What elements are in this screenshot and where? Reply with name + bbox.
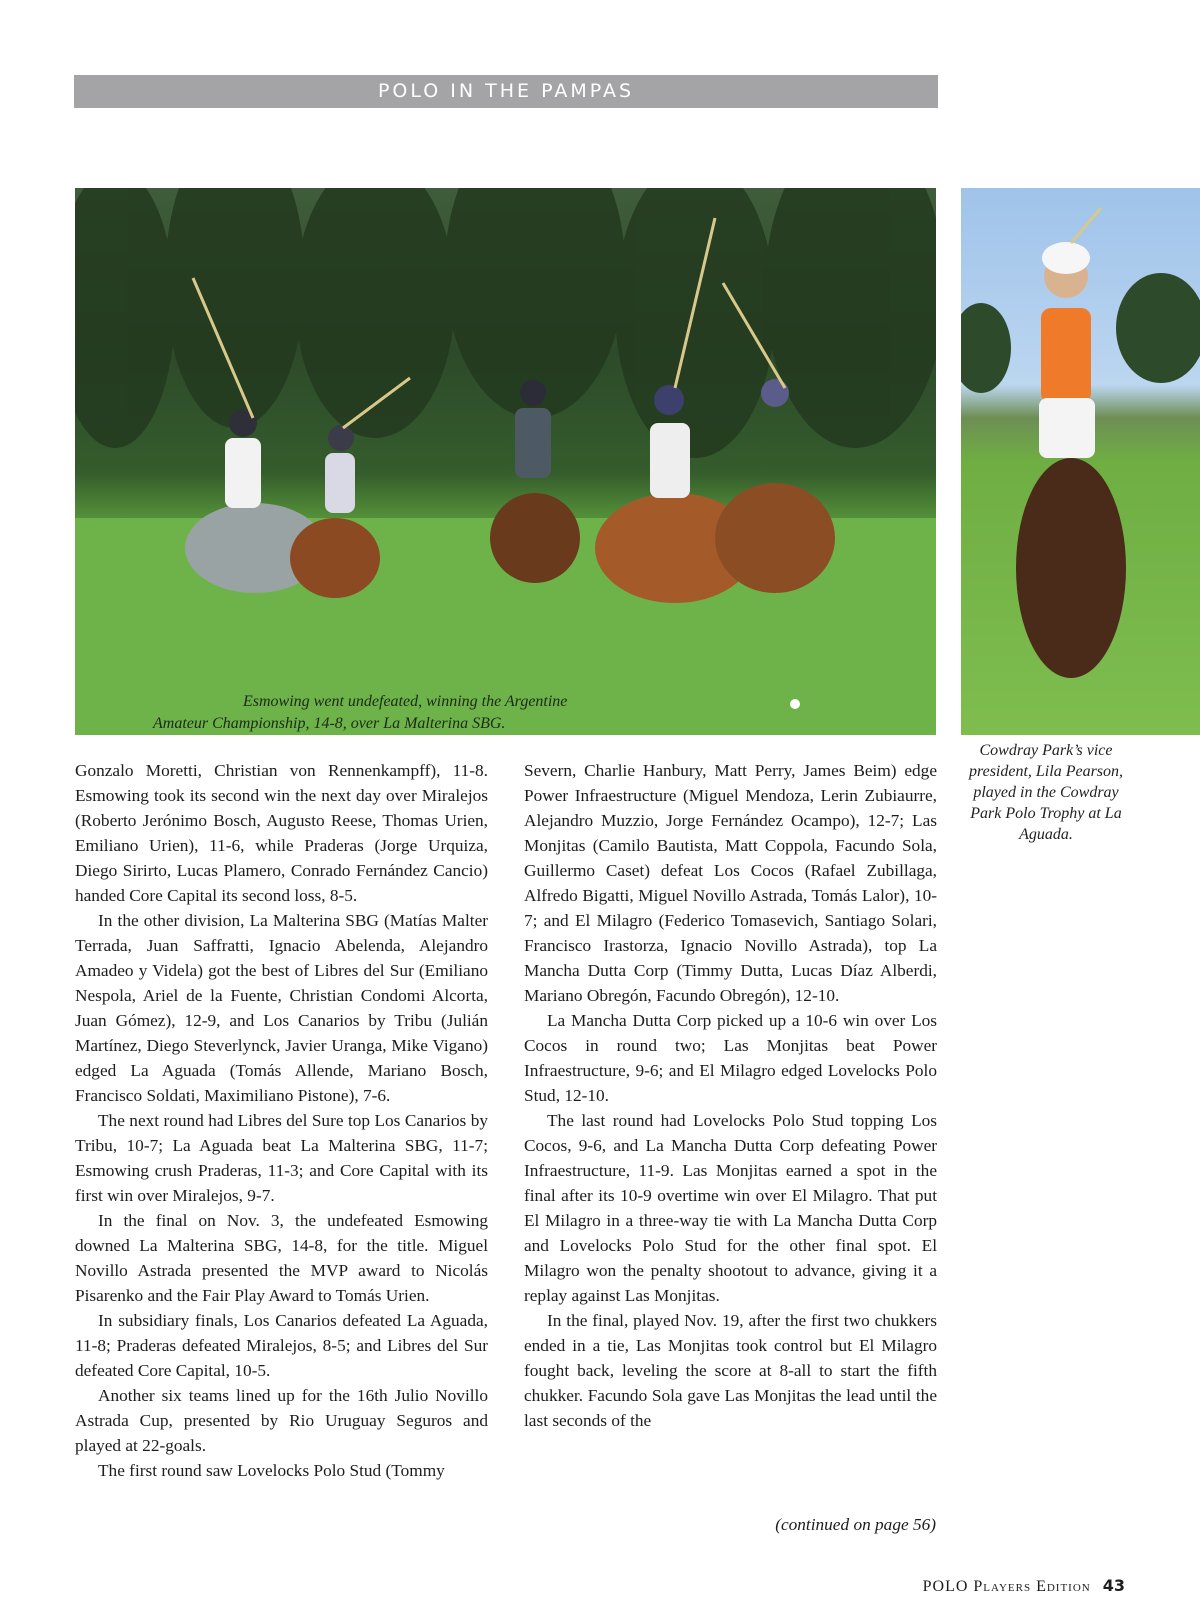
article-paragraph: La Mancha Dutta Corp picked up a 10-6 win over Los Cocos in round two; Las Monjitas beat Power Infraestructure, 9-6; and El Milagro edged Lovelocks Polo Stud, 12-10. [524,1011,937,1105]
continued-note: (continued on page 56) [775,1515,936,1534]
polo-match-illustration [75,188,936,735]
page-number: 43 [1102,1576,1125,1595]
article-paragraph: The first round saw Lovelocks Polo Stud (Tommy [98,1461,445,1480]
article-paragraph: In the final, played Nov. 19, after the first two chukkers ended in a tie, Las Monjitas took control but El Milagro fought back, leveling the score at 8-all to start the fifth chukker. Facundo Sola gave Las Monjitas the lead until the last seconds of the [524,1311,937,1430]
article-paragraph: In subsidiary finals, Los Canarios defeated La Aguada, 11-8; Praderas defeated Miralejos, 8-5; and Libres del Sur defeated Core Capital, 10-5. [75,1311,488,1380]
side-photo [961,188,1200,735]
main-photo [75,188,936,735]
article-column-1 [75,758,488,1483]
article-paragraph: Severn, Charlie Hanbury, Matt Perry, James Beim) edge Power Infraestructure (Miguel Mendoza, Lerin Zubiaurre, Alejandro Muzzio, Jorge Fernández Ocampo), 12-7; Las Monjitas (Camilo Bautista, Matt Coppola, Facundo Sola, Guillermo Caset) defeat Los Cocos (Rafael Zubillaga, Alfredo Bigatti, Miguel Novillo Astrada, Tomás Lalor), 10-7; and El Milagro (Federico Tomasevich, Santiago Solari, Francisco Irastorza, Ignacio Novillo Astrada), top La Mancha Dutta Corp (Timmy Dutta, Lucas Díaz Alberdi, Mariano Obregón, Facundo Obregón), 12-10. [524,761,937,1005]
article-paragraph: In the final on Nov. 3, the undefeated Esmowing downed La Malterina SBG, 14-8, for the title. Miguel Novillo Astrada presented the MVP award to Nicolás Pisarenko and the Fair Play Award to Tomás Urien. [75,1211,488,1305]
article-paragraph: Gonzalo Moretti, Christian von Rennenkampff), 11-8. Esmowing took its second win the next day over Miralejos (Roberto Jerónimo Bosch, Augusto Reese, Thomas Urien, Emiliano Urien), 11-6, while Praderas (Jorge Urquiza, Diego Sirirto, Lucas Plamero, Conrado Fernández Cancio) handed Core Capital its second loss, 8-5. [75,761,488,905]
publication-name: POLO Players Edition [922,1578,1091,1595]
main-photo-caption-line1: Esmowing went undefeated, winning the Argentine [243,693,568,710]
rider-portrait-illustration [961,188,1200,735]
main-photo-caption [75,691,936,735]
article-column-2 [524,758,937,1433]
section-title-bar [74,75,938,108]
article-paragraph: The last round had Lovelocks Polo Stud topping Los Cocos, 9-6, and La Mancha Dutta Corp defeating Power Infraestructure, 11-9. Las Monjitas earned a spot in the final after its 10-9 overtime win over El Milagro. That put El Milagro in a three-way tie with La Mancha Dutta Corp and Lovelocks Polo Stud for the other final spot. El Milagro won the penalty shootout to advance, giving it a replay against Las Monjitas. [524,1111,937,1305]
article-paragraph: The next round had Libres del Sure top Los Canarios by Tribu, 10-7; La Aguada beat La Malterina SBG, 11-7; Esmowing crush Praderas, 11-3; and Core Capital with its first win over Miralejos, 9-7. [75,1111,488,1205]
page-footer [923,1576,1125,1596]
article-paragraph: In the other division, La Malterina SBG (Matías Malter Terrada, Juan Saffratti, Ignacio Abelenda, Alejandro Amadeo y Videla) got the best of Libres del Sur (Emiliano Nespola, Ariel de la Fuente, Christian Condomi Alcorta, Juan Gómez), 12-9, and Los Canarios by Tribu (Julián Martínez, Diego Steverlynck, Javier Uranga, Mike Vigano) edged La Aguada (Tomás Allende, Mariano Bosch, Francisco Soldati, Maximiliano Pistone), 7-6. [75,911,488,1105]
section-title: POLO IN THE PAMPAS [377,80,635,102]
article-paragraph: Another six teams lined up for the 16th Julio Novillo Astrada Cup, presented by Rio Uruguay Seguros and played at 22-goals. [75,1386,488,1455]
side-photo-caption: Cowdray Park’s vice president, Lila Pearson, played in the Cowdray Park Polo Trophy at La Aguada. [968,742,1124,843]
main-photo-caption-line2: Amateur Championship, 14-8, over La Malterina SBG. [153,715,506,732]
